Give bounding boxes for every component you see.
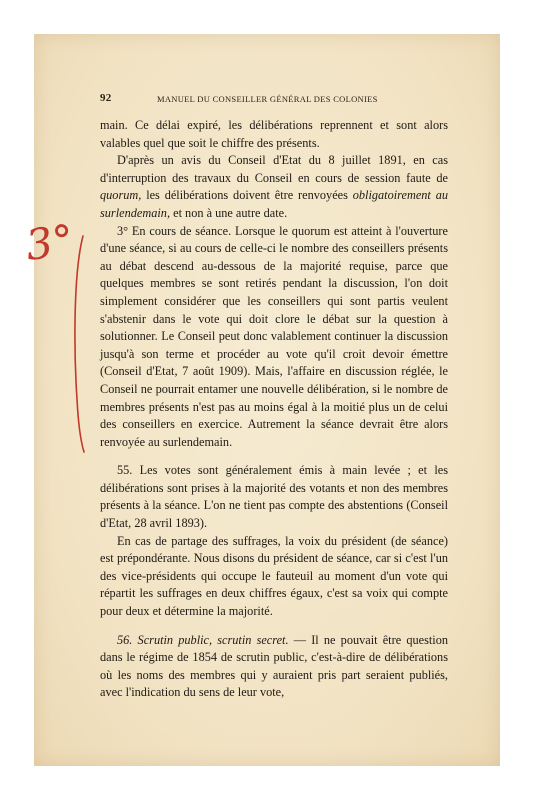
page-number: 92 [100,92,112,104]
section-56-text: — Il ne pouvait être question dans le régime de 1854 de scrutin public, c'est-à-dire de délibérations où les noms des membres qui y auraient pris part seraient publiés, avec l'indication du sens de leur vote, [100,632,448,700]
margin-bracket-mark [71,234,87,454]
paragraph-3: 3° En cours de séance. Lorsque le quorum est atteint à l'ouverture d'une séance, si au cours de celle-ci le nombre des conseillers présents au débat descend au-dessous de la majorité requise, parce que quelques membres se sont retirés pendant la discussion, l'on doit simplement considérer que les conseillers qui sont partis veulent s'abstenir dans le vote qui doit clore le débat sur la question à solutionner. Le Conseil peut donc valablement continuer la discussion jusqu'à son terme et procéder au vote qu'il croit devoir émettre (Conseil d'Etat, 7 août 1909). Mais, l'affaire en discussion réglée, le Conseil ne pourrait entamer une nouvelle délibération, si le nombre de membres présents n'est pas au moins égal à la moitié plus un de celui des conseillers en exercice. Autrement la séance devrait être alors renvoyée au surlendemain. [100,223,448,449]
running-title: MANUEL DU CONSEILLER GÉNÉRAL DES COLONIES [157,94,378,104]
paragraph-2-part-3: et non à une autre date. [170,205,288,220]
section-56-heading: 56. Scrutin public, scrutin secret. [117,632,289,647]
paragraph-2-part-1: D'après un avis du Conseil d'Etat du 8 juillet 1891, en cas d'interruption des travaux du Conseil en cours de session faute de [100,153,448,185]
paragraph-2-emphasis-surlendemain: obligatoirement au surlendemain, [100,188,448,220]
body-text [100,117,448,702]
paragraph-2-emphasis-quorum: quorum, [100,188,142,203]
paragraph-1: main. Ce délai expiré, les délibérations reprennent et sont alors valables quel que soit le chiffre des présents. [100,118,448,150]
paragraph-2 [100,152,448,222]
section-55: 55. Les votes sont généralement émis à main levée ; et les délibérations sont prises à la majorité des votants et non des membres présents à la séance. L'on ne tient pas compte des abstentions (Conseil d'Etat, 28 avril 1893). [100,463,448,531]
paragraph-5: En cas de partage des suffrages, la voix du président (de séance) est prépondérante. Nous disons du président de séance, car si c'est l'un des vice-présidents qui occupe le fauteuil au moment d'un vote qui répartit les suffrages en deux chiffres égaux, c'est sa voix qui compte pour deux et détermine la majorité. [100,533,448,619]
margin-annotation: 3° [22,214,77,271]
section-56 [100,632,448,702]
paragraph-2-part-2: les délibérations doivent être renvoyées [141,188,353,203]
